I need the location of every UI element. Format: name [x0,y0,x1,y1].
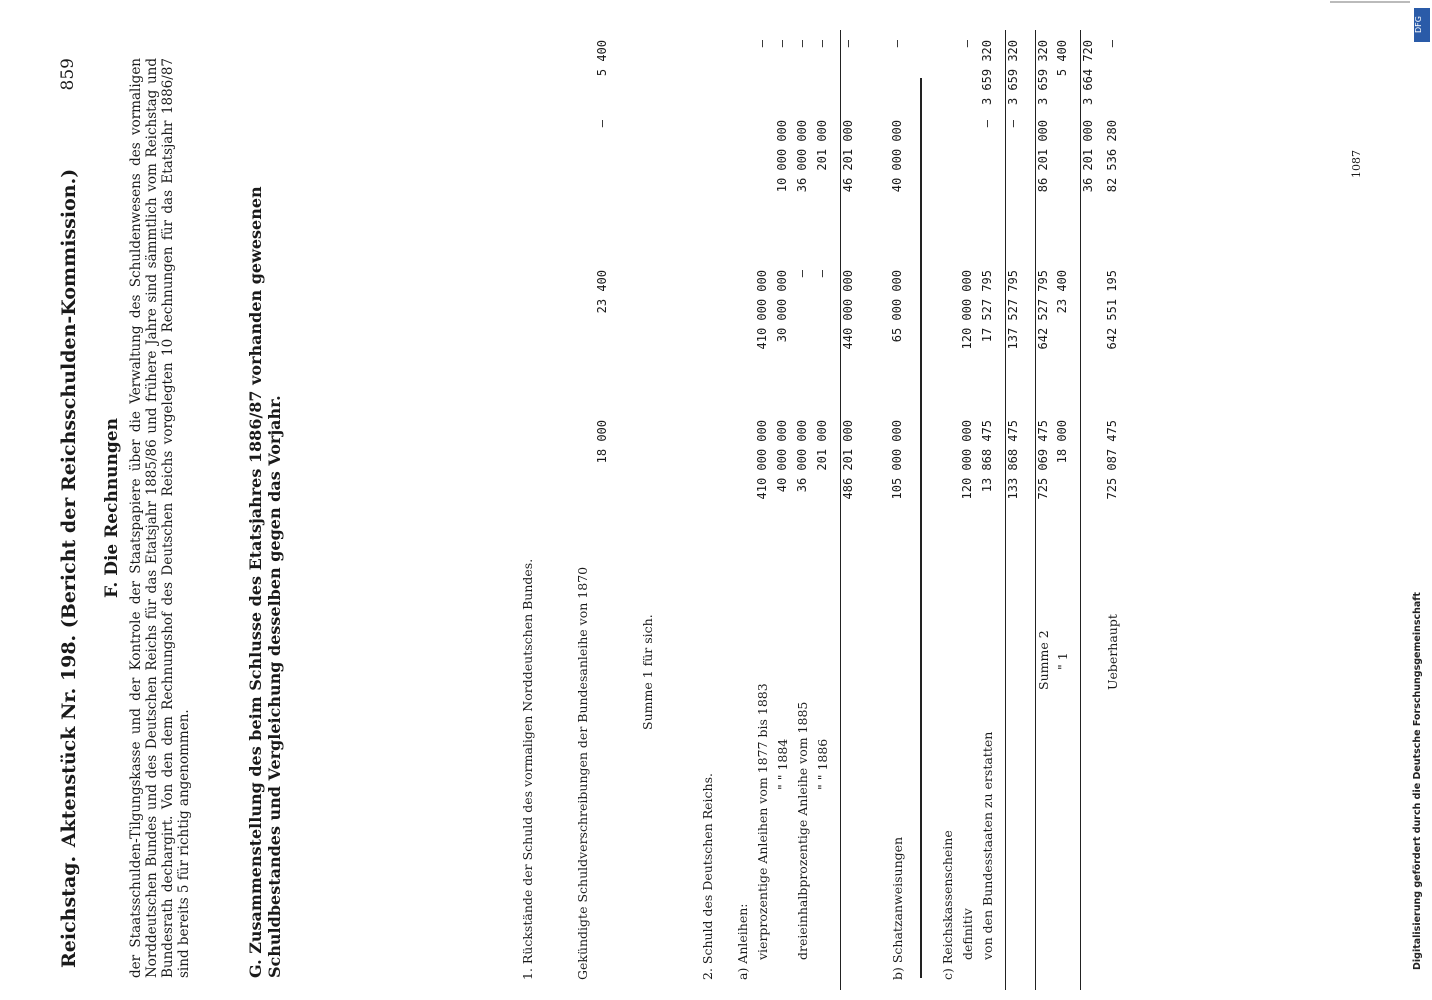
c1-val-2: 120 000 000 [960,270,974,350]
row-subtotal [1080,30,1099,990]
s1-val-1: 18 000 [595,420,609,464]
a4-val-3: 201 000 [815,120,829,171]
total-label: Ueberhaupt [1105,614,1120,690]
row-c-label [940,30,958,990]
s1-val-4: 5 400 [595,40,609,77]
row-total [1105,30,1123,990]
summe2-label: Summe 2 [1036,630,1051,690]
row-summe1b [1055,30,1073,990]
b-val-1: 105 000 000 [890,420,904,500]
row-c1 [960,30,978,990]
a-sum-2: 440 000 000 [841,270,855,350]
c1-val-1: 120 000 000 [960,420,974,500]
a3-val-4: — [795,40,809,48]
section-f-text: der Staatsschulden-Tilgungskasse und der Kontrole der Staatspapiere über die Verwaltung des Schuldenwesens des vormaligen Norddeutschen Bundes und des Deutschen Reichs für das Etatsjahr 1885/86 und frühere Jahre sind sämmtlich vom Reichstag und Bundesrath dechargirt. Von den dem Rechnungshof des Deutschen Reichs vorgelegten 10 Rechnungen für das Etatsjahr 1886/87 sind bereits 5 für richtig angenommen. [128,58,192,978]
section-g-title: G. Zusammenstellung des beim Schlusse des Etatsjahres 1886/87 vorhanden gewesenen Schuldbestandes und Vergleichung desselben gegen das Vorjahr. [246,186,284,978]
a3-val-1: 36 000 000 [795,420,809,493]
a4-val-4: — [815,40,829,48]
a1-val-1: 410 000 000 [755,420,769,500]
row-s1-vals [595,30,613,990]
footer-note: 1087 [1350,150,1363,178]
a4-label: " " 1886 [815,738,830,790]
summe1b-label: " 1 [1055,652,1070,670]
sub-val-4: 3 664 720 [1081,40,1095,106]
credit-strip [1412,10,1426,970]
c2-label: von den Bundesstaaten zu erstatten [980,731,995,960]
row-s2-title [700,30,718,990]
credit-text: Digitalisierung gefördert durch die Deutsche Forschungsgemeinschaft [1412,592,1423,970]
row-summe1 [640,30,658,990]
s2-title: 2. Schuld des Deutschen Reichs. [700,773,715,980]
summe2-val-4: 3 659 320 [1036,40,1050,106]
c2-val-1: 13 868 475 [980,420,994,493]
row-a4 [815,30,833,990]
row-a-label [735,30,753,990]
c-sum-1: 133 868 475 [1006,420,1020,500]
s1-label: Gekündigte Schuldverschreibungen der Bundesanleihe von 1870 [575,566,590,980]
total-val-3: 82 536 280 [1105,120,1119,193]
total-val-2: 642 551 195 [1105,270,1119,350]
header-title: Aktenstück Nr. 198. (Bericht der Reichsschulden-Kommission.) [58,168,80,848]
a2-val-1: 40 000 000 [775,420,789,493]
table-rows [320,30,1320,990]
total-val-4: — [1105,40,1119,48]
summe2-val-2: 642 527 795 [1036,270,1050,350]
a3-val-3: 36 000 000 [795,120,809,193]
row-c-sum [1005,30,1024,990]
a2-val-2: 30 000 000 [775,270,789,343]
a-sum-3: 46 201 000 [841,120,855,193]
a-sum-1: 486 201 000 [841,420,855,500]
a2-val-4: — [775,40,789,48]
s1-val-2: 23 400 [595,270,609,314]
page-number: 859 [58,58,78,91]
row-s1 [575,30,593,990]
b-label: b) Schatzanweisungen [890,836,905,980]
a2-label: " " 1884 [775,738,790,790]
c-sum-3: — [1006,120,1020,128]
s1-val-3: — [595,120,609,128]
c2-val-3: — [980,120,994,128]
s1-title: 1. Rückstände der Schuld des vormaligen Norddeutschen Bundes. [520,558,535,980]
row-a-sum [840,30,859,990]
summe2-val-3: 86 201 000 [1036,120,1050,193]
a1-val-4: — [755,40,769,48]
row-b [890,30,908,990]
c-sum-2: 137 527 795 [1006,270,1020,350]
b-val-3: 40 000 000 [890,120,904,193]
a-sum-4: — [841,40,855,48]
sub-val-3: 36 201 000 [1081,120,1095,193]
row-a2 [775,30,793,990]
b-val-4: — [890,40,904,48]
c1-label: definitiv [960,908,975,960]
c-label: c) Reichskassenscheine [940,830,955,980]
total-val-1: 725 087 475 [1105,420,1119,500]
summe1b-val-4: 5 400 [1055,40,1069,77]
a4-val-2: — [815,270,829,278]
row-summe2 [1035,30,1054,990]
a2-val-3: 10 000 000 [775,120,789,193]
header-left: Reichstag. [58,855,80,968]
summe1-label: Summe 1 für sich. [640,614,655,730]
summe1b-val-1: 18 000 [1055,420,1069,464]
a1-label: vierprozentige Anleihen vom 1877 bis 1883 [755,683,770,960]
a4-val-1: 201 000 [815,420,829,471]
c-sum-4: 3 659 320 [1006,40,1020,106]
section-f-title: F. Die Rechnungen [102,418,122,598]
row-c2 [980,30,998,990]
a1-val-2: 410 000 000 [755,270,769,350]
c2-val-4: 3 659 320 [980,40,994,106]
c1-val-4: — [960,40,974,48]
row-a1 [755,30,773,990]
summe1b-val-2: 23 400 [1055,270,1069,314]
a-label: a) Anleihen: [735,903,750,980]
summe2-val-1: 725 069 475 [1036,420,1050,500]
dfg-badge: DFG [1414,8,1430,42]
row-s1-title [520,30,538,990]
b-val-2: 65 000 000 [890,270,904,343]
c2-val-2: 17 527 795 [980,270,994,343]
a3-label: dreieinhalbprozentige Anleihe vom 1885 [795,701,810,960]
row-a3 [795,30,813,990]
a3-val-2: — [795,270,809,278]
